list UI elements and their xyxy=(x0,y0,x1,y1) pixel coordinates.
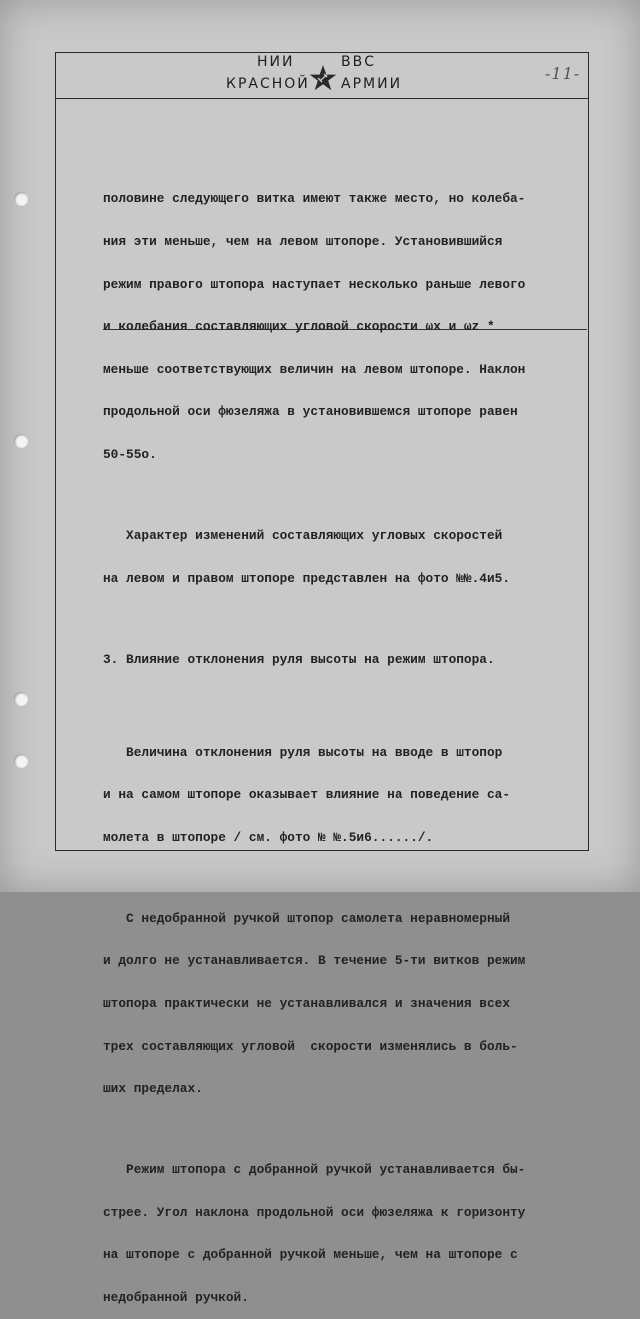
header-divider xyxy=(55,98,588,99)
header-krasnoy: КРАСНОЙ xyxy=(226,76,310,92)
text-line: стрее. Угол наклона продольной оси фюзеляжа к горизонту xyxy=(103,1204,526,1220)
paragraph-gap xyxy=(103,873,587,883)
page-number: -11- xyxy=(545,64,581,83)
text-line: Характер изменений составляющих угловых скоростей xyxy=(103,527,503,543)
text-line: штопора практически не устанавливался и значения всех xyxy=(103,995,511,1011)
red-star-emblem-icon xyxy=(309,64,337,92)
text-line: ния эти меньше, чем на левом штопоре. Установившийся xyxy=(103,234,503,249)
text-line: ших пределах. xyxy=(103,1081,203,1097)
text-line: половине следующего витка имеют также место, но колеба- xyxy=(103,191,526,207)
text-line: меньше соответствующих величин на левом штопоре. Наклон xyxy=(103,361,526,377)
text-line: молета в штопоре / см. фото № №.5и6....../. xyxy=(103,829,434,845)
paragraph-gap xyxy=(103,491,587,501)
paragraph-gap xyxy=(103,614,587,624)
text-line: на левом и правом штопоре представлен на фото №№.4и5. xyxy=(103,570,511,586)
paragraph-gap xyxy=(103,695,587,717)
header-armii: АРМИИ xyxy=(341,76,403,92)
punch-hole xyxy=(14,692,28,706)
paragraph-gap xyxy=(103,1125,587,1135)
punch-hole xyxy=(14,192,28,206)
text-line: и на самом штопоре оказывает влияние на поведение са- xyxy=(103,787,511,803)
text-line: и колебания составляющих угловой скорости ωx и ωz * xyxy=(103,319,495,335)
text-line: Режим штопора с добранной ручкой устанавливается бы- xyxy=(103,1162,526,1178)
text-line: на штопоре с добранной ручкой меньше, чем на штопоре с xyxy=(103,1247,518,1263)
text-line: продольной оси фюзеляжа в установившемся штопоре равен xyxy=(103,404,518,420)
text-line: недобранной ручкой. xyxy=(103,1289,249,1305)
header-nii: НИИ xyxy=(257,54,295,70)
text-line: Величина отклонения руля высоты на вводе в штопор xyxy=(103,744,503,760)
text-line: и долго не устанавливается. В течение 5-ти витков режим xyxy=(103,953,526,969)
text-line: 50-55о. xyxy=(103,446,157,462)
section-heading: 3. Влияние отклонения руля высоты на режим штопора. xyxy=(103,651,495,667)
text-line: трех составляющих угловой скорости изменялись в боль- xyxy=(103,1038,518,1054)
text-line: С недобранной ручкой штопор самолета неравномерный xyxy=(103,910,511,926)
header-vvs: ВВС xyxy=(341,54,376,70)
punch-hole xyxy=(14,434,28,448)
punch-hole xyxy=(14,754,28,768)
typed-text-body xyxy=(103,164,587,1319)
text-line: режим правого штопора наступает несколько раньше левого xyxy=(103,276,526,292)
